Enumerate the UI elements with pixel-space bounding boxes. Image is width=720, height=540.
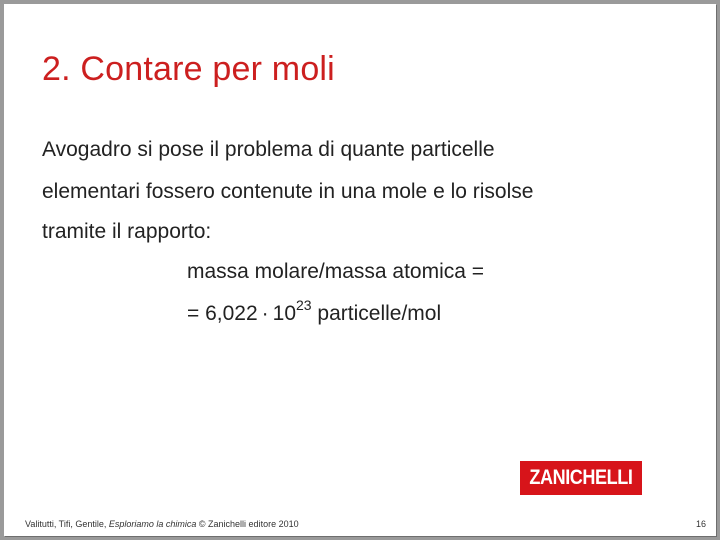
footer-authors: Valitutti, Tifi, Gentile,	[25, 519, 109, 529]
footer-copyright: © Zanichelli editore 2010	[196, 519, 299, 529]
footer-book-title: Esploriamo la chimica	[108, 519, 197, 529]
multiplication-dot: ·	[261, 302, 269, 325]
equation-line-2	[187, 297, 442, 326]
body-text-line: elementari fossero contenute in una mole e lo risolse	[42, 180, 534, 203]
zanichelli-logo	[520, 461, 642, 495]
power-exponent: 23	[296, 297, 312, 313]
footer-credits	[25, 519, 299, 529]
equation-value: = 6,022	[187, 302, 258, 325]
equation-unit: particelle/mol	[311, 302, 442, 325]
power-base: 10	[272, 302, 297, 325]
slide-title: 2. Contare per moli	[42, 50, 335, 88]
logo-text: ZANICHELLI	[529, 466, 633, 489]
page-number: 16	[695, 519, 706, 529]
slide	[4, 4, 716, 536]
equation-line-1: massa molare/massa atomica =	[187, 260, 485, 283]
body-text-line: Avogadro si pose il problema di quante particelle	[42, 138, 495, 161]
body-text-line: tramite il rapporto:	[42, 220, 212, 243]
